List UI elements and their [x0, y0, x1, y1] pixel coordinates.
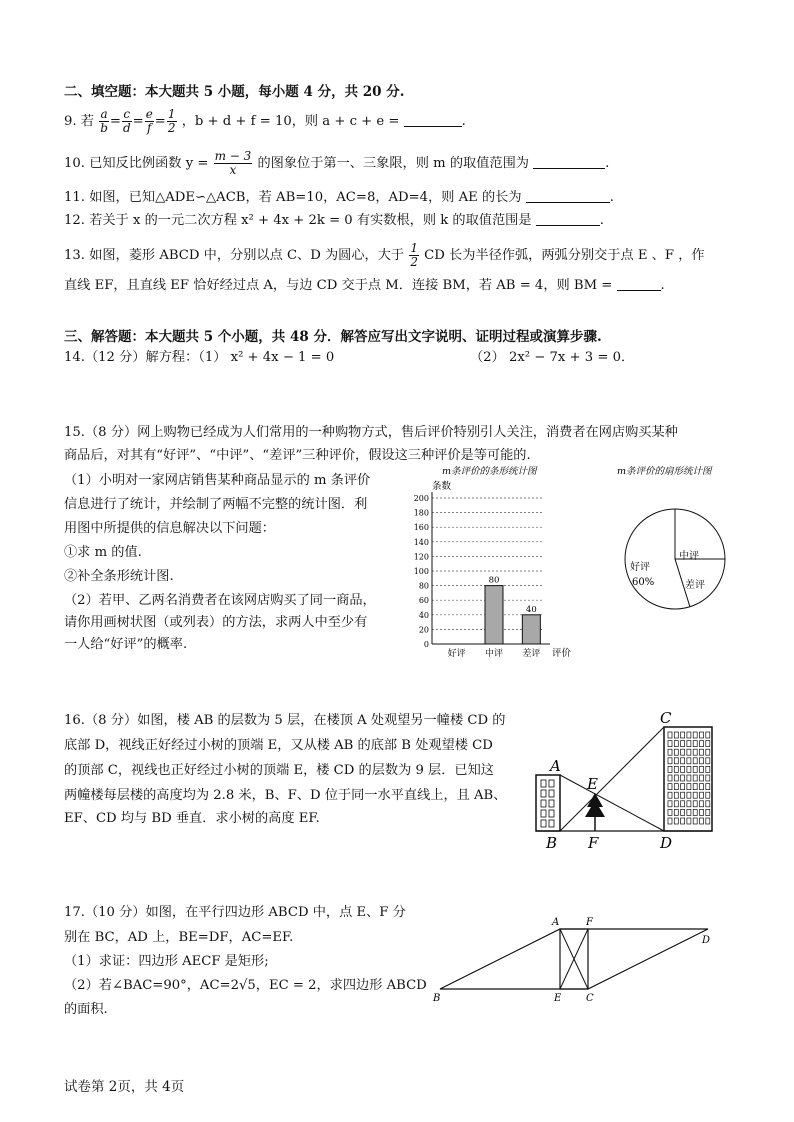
paragraph-line: EF、CD 均与 BD 垂直．求小树的高度 EF. — [64, 811, 320, 826]
y-tick-label: 180 — [413, 508, 429, 518]
paragraph-line: ①求 m 的值. — [64, 545, 142, 560]
paragraph-line: 的面积. — [64, 1002, 108, 1017]
paragraph-line: （2）若甲、乙两名消费者在该网店购买了同一商品， — [64, 593, 376, 608]
buildings-figure — [530, 705, 730, 855]
label-f: F — [588, 834, 599, 852]
y-tick-label: 140 — [413, 537, 429, 547]
question-number: 14. — [64, 350, 85, 365]
paragraph-line: （1）小明对一家网店销售某种商品显示的 m 条评价 — [64, 473, 371, 488]
category-label: 好评 — [447, 649, 466, 659]
page-footer: 试卷第 2页，共 4页 — [64, 1079, 185, 1095]
answer-blank[interactable] — [617, 276, 661, 291]
y-tick-label: 40 — [418, 610, 429, 620]
pie-label-percent: 60% — [632, 577, 655, 588]
answer-blank[interactable] — [404, 112, 462, 127]
question-12: 12. 若关于 x 的一元二次方程 x² + 4x + 2k = 0 有实数根，则 k 的取值范围是 . — [64, 213, 604, 228]
question-17: 17.（10 分）如图，在平行四边形 ABCD 中，点 E、F 分 — [64, 905, 406, 920]
question-number: 16. — [64, 713, 85, 728]
question-number: 13. — [64, 248, 85, 263]
fraction: $\frac{1}{2}$ — [167, 107, 176, 135]
y-tick-label: 60 — [418, 596, 429, 606]
question-11: 11. 如图，已知△ADE∽△ACB，若 AB=10，AC=8，AD=4，则 AE 的长为 . — [64, 190, 614, 205]
bar-data-label: 40 — [525, 604, 537, 615]
paragraph-line: 信息进行了统计，并绘制了两幅不完整的统计图．利 — [64, 497, 368, 512]
question-16: 16.（8 分）如图，楼 AB 的层数为 5 层，在楼顶 A 处观望另一幢楼 CD 的 — [64, 713, 506, 728]
pie-label-chaping: 差评 — [685, 580, 705, 591]
paragraph-line: （2）若∠BAC=90°，AC=2√5，EC = 2，求四边形 ABCD — [64, 978, 427, 993]
label-b: B — [546, 834, 558, 852]
label-f: F — [586, 917, 593, 928]
label-d: D — [702, 935, 711, 946]
pie-label-haoping: 好评 — [630, 562, 650, 573]
bar-chart — [402, 464, 582, 664]
section-title: 二、填空题：本大题共 5 小题，每小题 4 分，共 20 分. — [64, 84, 405, 100]
question-9: 9. 若 $\frac{a}{b}$ = $\frac{c}{d}$ = $\frac{e}{f}$ = $\frac{1}{2}$ ，b + d + f = 10，则 a + c + e = . — [64, 107, 466, 135]
bar-data-label: 80 — [488, 575, 500, 586]
sight-line-bc — [560, 727, 664, 831]
paragraph-line: 的顶部 C，视线也正好经过小树的顶端 E，楼 CD 的层数为 9 层．已知这 — [64, 763, 494, 778]
question-14: 14.（12 分）解方程：（1） x² + 4x − 1 = 0 — [64, 350, 335, 365]
label-e: E — [554, 993, 562, 1004]
tree-icon — [585, 793, 605, 817]
fraction: $\frac{1}{2}$ — [410, 241, 418, 269]
y-tick-label: 80 — [418, 581, 429, 591]
question-number: 9. — [64, 114, 77, 129]
x-axis-label: 评价 — [552, 648, 572, 659]
question-15: 15.（8 分）网上购物已经成为人们常用的一种购物方式，售后评价特别引人关注，消费者在网店购买某种 — [64, 425, 678, 440]
label-e: E — [587, 775, 598, 793]
label-b: B — [433, 993, 441, 1004]
y-tick-label: 160 — [413, 523, 429, 533]
fraction: $\frac{a}{b}$ — [100, 107, 108, 135]
answer-blank[interactable] — [536, 211, 600, 226]
y-tick-label: 200 — [413, 494, 429, 503]
answer-blank[interactable] — [526, 188, 610, 203]
bar — [522, 615, 540, 644]
fraction: $\frac{m - 3}{x}$ — [214, 149, 252, 177]
paragraph-line: 一人给“好评”的概率. — [64, 637, 188, 652]
y-tick-label: 20 — [418, 625, 429, 635]
paragraph-line: ②补全条形统计图. — [64, 569, 174, 584]
y-tick-label: 120 — [413, 552, 429, 562]
paragraph-line: 底部 D，视线正好经过小树的顶端 E，又从楼 AB 的底部 B 处观望楼 CD — [64, 738, 493, 753]
parallelogram-figure — [428, 912, 728, 1007]
question-13-line2: 直线 EF，且直线 EF 恰好经过点 A，与边 CD 交于点 M．连接 BM，若 AB = 4，则 BM = . — [64, 278, 665, 293]
category-label: 中评 — [484, 649, 504, 659]
question-number: 15. — [64, 425, 85, 440]
chart-title: m条评价的条形统计图 — [442, 466, 537, 477]
pie-chart — [615, 464, 735, 614]
paragraph-line: 别在 BC，AD 上，BE=DF，AC=EF. — [64, 930, 294, 945]
bar — [485, 586, 503, 644]
fraction: $\frac{c}{d}$ — [122, 107, 131, 135]
section-title: 三、解答题：本大题共 5 个小题，共 48 分．解答应写出文字说明、证明过程或演算步骤. — [64, 329, 602, 345]
question-number: 11. — [64, 190, 85, 205]
paragraph-line: 用图中所提供的信息解决以下问题： — [64, 521, 275, 536]
label-a: A — [550, 757, 561, 775]
building-ab — [536, 775, 560, 831]
question-number: 12. — [64, 213, 85, 228]
label-d: D — [660, 834, 673, 852]
y-tick-label: 100 — [413, 567, 429, 576]
label-a: A — [552, 917, 560, 928]
fraction: $\frac{e}{f}$ — [145, 107, 153, 135]
answer-blank[interactable] — [533, 154, 605, 169]
category-label: 差评 — [522, 649, 541, 659]
question-14-part2: （2） 2x² − 7x + 3 = 0． — [470, 350, 635, 365]
question-13: 13. 如图，菱形 ABCD 中，分别以点 C、D 为圆心，大于 $\frac{1}{2}$ CD 长为半径作弧，两弧分别交于点 E 、F ，作 — [64, 241, 705, 269]
sight-line-ad — [560, 775, 664, 831]
y-axis-label: 条数 — [432, 481, 452, 492]
question-number: 10. — [64, 156, 85, 171]
paragraph-line: 请你用画树状图（或列表）的方法，求两人中至少有 — [64, 615, 368, 630]
pie-label-zhongping: 中评 — [679, 551, 699, 562]
y-tick-label: 0 — [423, 640, 429, 649]
pie-title: m条评价的扇形统计图 — [617, 466, 712, 477]
question-number: 17. — [64, 905, 85, 920]
question-10: 10. 已知反比例函数 y = $\frac{m - 3}{x}$ 的图象位于第一、三象限，则 m 的取值范围为 . — [64, 149, 610, 177]
question-15-line2: 商品后，对其有“好评”、“中评”、“差评”三种评价，假设这三种评价是等可能的. — [64, 448, 531, 463]
label-c: C — [586, 993, 594, 1004]
paragraph-line: （1）求证：四边形 AECF 是矩形; — [64, 954, 269, 969]
paragraph-line: 两幢楼每层楼的高度均为 2.8 米，B、F、D 位于同一水平直线上，且 AB、 — [64, 788, 507, 803]
label-c: C — [660, 709, 672, 727]
